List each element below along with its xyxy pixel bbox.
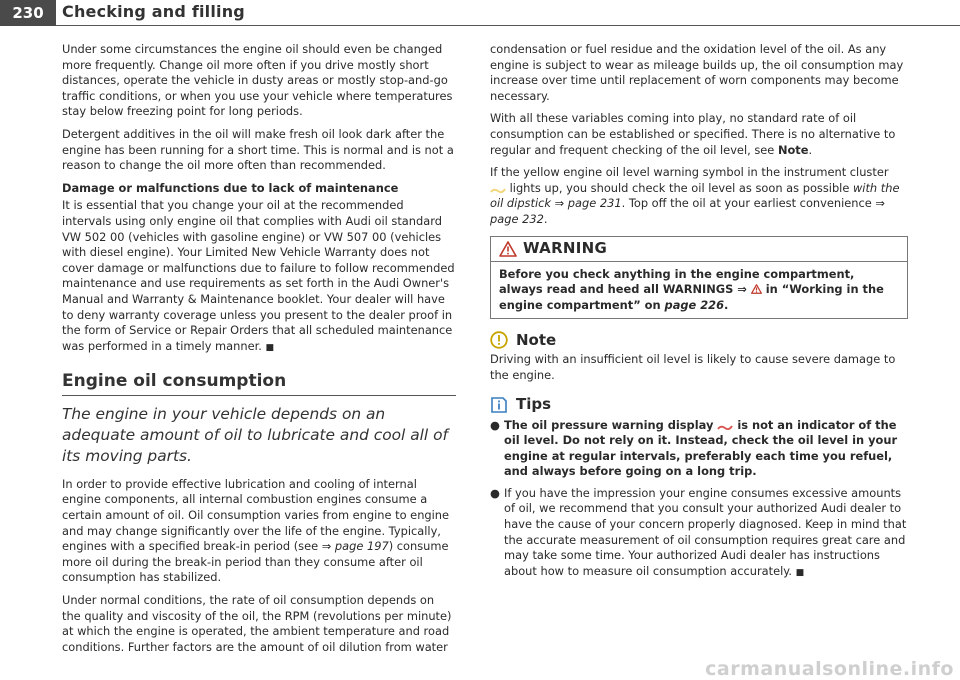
page-header [0,0,960,28]
end-mark-icon: ■ [795,567,805,578]
note-reference[interactable]: Note [777,142,809,157]
warning-header [491,237,907,262]
info-icon [490,396,508,414]
section-title: Engine oil consumption [62,374,456,396]
oil-level-warning-icon [490,184,506,193]
page-reference-link[interactable]: page 226 [664,297,725,312]
warning-box [490,236,908,320]
left-column [62,42,456,662]
bullet-icon: ● [490,485,500,500]
arrow-icon: ⇒ [737,282,747,297]
warning-triangle-icon [751,284,762,294]
exclamation-circle-icon [490,331,508,349]
tips-title: Tips [516,394,552,413]
note-body: Driving with an insufficient oil level is likely to cause severe damage to the engine. [490,352,896,382]
header-rule [56,25,960,26]
page-reference-link[interactable]: page 231 [567,196,622,211]
tips-header [490,396,908,414]
warning-triangle-icon [499,241,517,257]
paragraph: Detergent additives in the oil will make fresh oil look dark after the engine has been running for a short time. This is normal and is not a reason to change the oil more often than recommended. [62,126,454,173]
paragraph: Under some circumstances the engine oil should even be changed more frequently. Change oil more often if you drive mostly short distances, operate the vehicle in dusty areas or mostly stop-and-go traffic conditions, or when you use your vehicle where temperatures stay below freezing point for long periods. [62,42,453,119]
note-header [490,331,908,349]
warning-title: WARNING [523,238,608,257]
warning-body: Before you check anything in the engine compartment, always read and heed all WARNINGS ⇒ in “Working in the engine compartment” on page 226. [499,266,884,312]
page-reference-link[interactable]: page 232 [490,211,544,226]
section-intro: The engine in your vehicle depends on an adequate amount of oil to lubricate and cool all of its moving parts. [62,404,448,465]
damage-heading: Damage or malfunctions due to lack of maintenance [62,180,399,195]
bullet-icon: ● [490,417,500,432]
dipstick-reference: with the oil dipstick [490,180,900,211]
paragraph: If the yellow engine oil level warning symbol in the instrument cluster lights up, you should check the oil level as soon as possible with the oil dipstick ⇒ page 231. Top off the oil at your earliest convenience ⇒ page 232. [490,165,900,226]
arrow-icon: ⇒ [554,196,565,211]
note-title: Note [516,330,557,349]
watermark: carmanualsonline.info [705,658,954,680]
paragraph: It is essential that you change your oil at the recommended intervals using only engine oil that complies with Audi oil standard VW 502 00 (vehicles with gasoline engine) or VW 507 00 (vehicles with diesel engine). Your Limited New Vehicle Warranty does not cover damage or malfunctions due to failure to follow recommended maintenance and use requirements as set forth in the Audi Owner's Manual and Warranty & Maintenance booklet. Your dealer will have to deny warranty coverage unless you present to the dealer proof in the form of Service or Repair Orders that all scheduled maintenance was performed in a timely manner. ■ [62,198,455,353]
paragraph: In order to provide effective lubrication and cooling of internal engine components, all internal combustion engines consume a certain amount of oil. Oil consumption varies from engine to engine and may change significantly over the life of the engine. Typically, engines with a specified break-in period (see ⇒ page 197) consume more oil during the break-in period than they consume after oil consumption has stabilized. [62,476,450,585]
page-title: Checking and filling [62,2,245,21]
page-reference-link[interactable]: page 197 [334,539,389,554]
paragraph: With all these variables coming into play, no standard rate of oil consumption can be established or specified. There is no alternative to regular and frequent checking of the oil level, see Note. [490,111,896,157]
paragraph: Under normal conditions, the rate of oil consumption depends on the quality and viscosity of the oil, the RPM (revolutions per minute) at which the engine is operated, the ambient temperature and road conditions. Further factors are the amount of oil dilution from water [62,593,452,654]
arrow-icon: ⇒ [321,539,332,554]
oil-pressure-warning-icon [717,421,733,430]
page-number: 230 [0,0,56,26]
list-item: ● If you have the impression your engine consumes excessive amounts of oil, we recommend that you consult your authorized Audi dealer to have the cause of your concern properly diagnosed. Keep in mind that the accurate measurement of oil consumption requires great care and may take some time. Your authorized Audi dealer has instructions about how to measure oil consumption accurately. ■ [490,486,908,582]
end-mark-icon: ■ [265,342,274,353]
list-item: ● The oil pressure warning display is not an indicator of the oil level. Do not rely on it. Instead, check the oil level in your engine at regular intervals, preferably each time you refuel, and always before going on a long trip. [490,417,898,479]
arrow-icon: ⇒ [875,196,885,211]
paragraph: condensation or fuel residue and the oxidation level of the oil. As any engine is subject to wear as mileage builds up, the oil consumption may increase over time until replacement of worn components may become necessary. [490,42,904,103]
right-column [490,42,908,587]
